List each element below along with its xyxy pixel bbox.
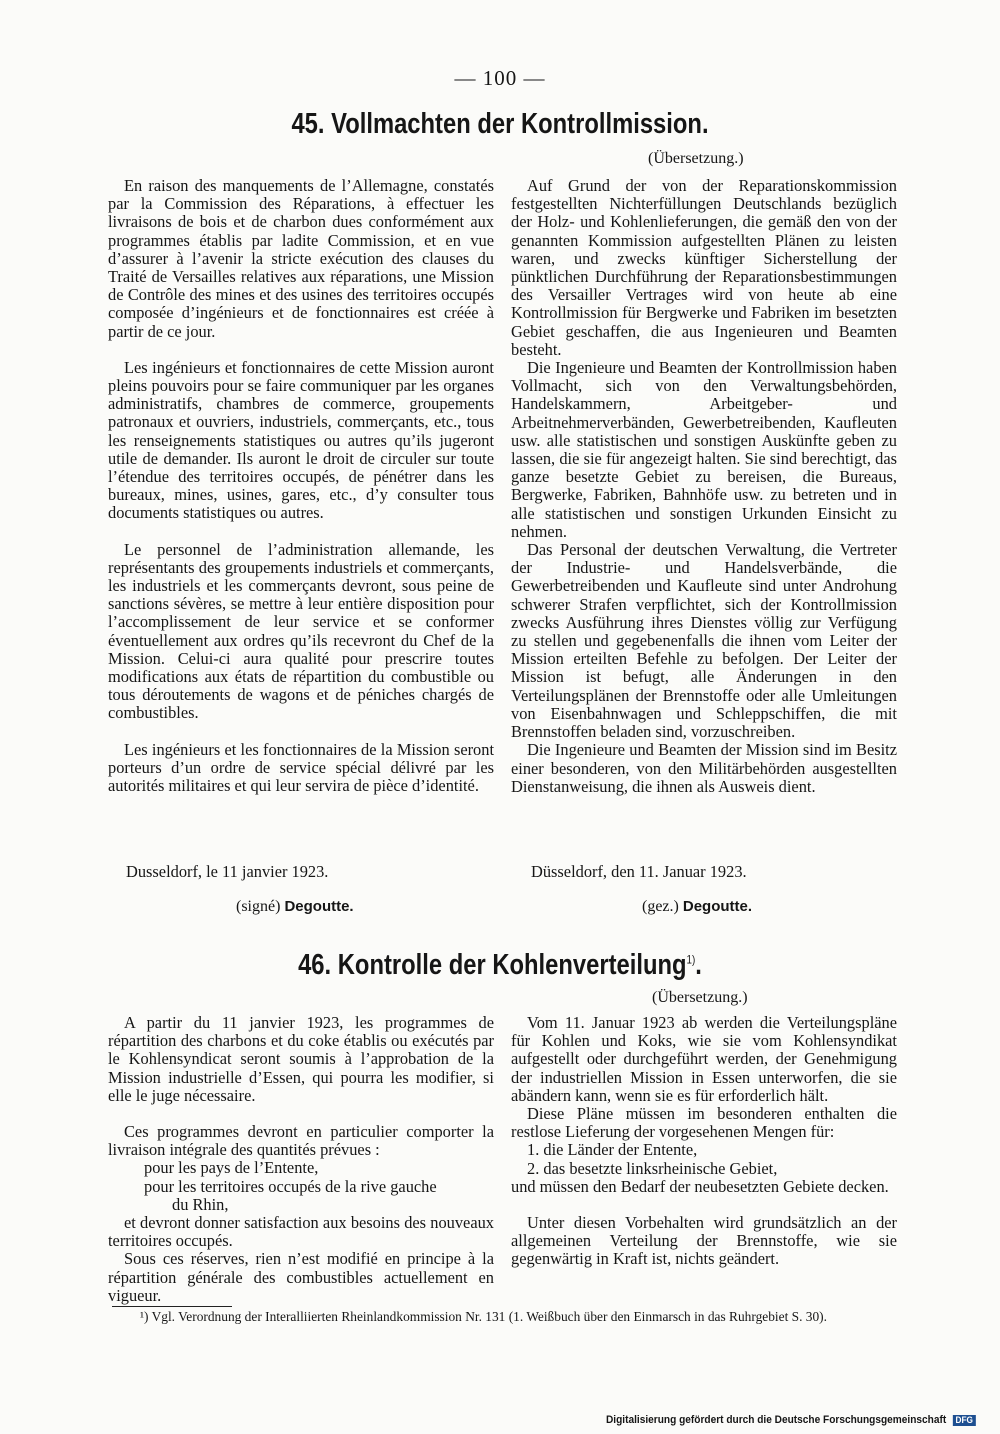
fr-45-paragraph-1: En raison des manquements de l’Allemagne, constatés par la Commission des Réparations, à effectuer les livraisons de bois et de charbon dues conformément aux programmes établis par ladite Commission, et en vue d’assurer à l’avenir la stricte exécution des clauses du Traité de Versailles relatives aux réparations, une Mission de Contrôle des mines et des usines des territoires occupés composée d’ingénieurs et de fonctionnaires est créée à partir de ce jour. xyxy=(108,176,494,341)
de-signer-name: Degoutte. xyxy=(682,898,753,915)
footer-credit xyxy=(606,1414,976,1426)
section-46-footnote-ref: 1) xyxy=(686,952,696,967)
de-46-paragraph-4: Unter diesen Vorbehalten wird grundsätzlich an der allgemeinen Verteilung der Brennstoffe, wie sie gegenwärtig in Kraft ist, nichts geändert. xyxy=(511,1213,897,1269)
section-46-translation-note: (Übersetzung.) xyxy=(652,989,748,1006)
fr-46-paragraph-1: A partir du 11 janvier 1923, les programmes de répartition des charbons et du coke établis ou exécutés par le Kohlensyndicat seront soumis à l’approbation de la Mission industrielle d’Essen, qui pourra les modifier, si elle le juge nécessaire. xyxy=(108,1013,494,1105)
fr-45-paragraph-3: Le personnel de l’administration allemande, les représentants des groupements industriels et commerçants, les industriels et les commerçants devront, sous peine de sanctions sévères, se mettre à leur entière disposition pour l’accomplissement de leur service et se conformer éventuellement aux ordres qu’ils recevront du Chef de la Mission. Celui-ci aura qualité pour prescrire toutes modifications aux états de répartition du combustible ou tous déroutements de wagons et de péniches chargés de combustibles. xyxy=(108,539,494,723)
de-45-paragraph-3: Das Personal der deutschen Verwaltung, die Vertreter der Industrie- und Handelsverbände, die Gewerbetreibenden und Kaufleute sind unter Androhung schwerer Strafen verpflichtet, sich der Kontrollmission zwecks Ausführung ihres Dienstes völlig zur Verfügung zu stellen und gegebenenfalls die ihnen vom Leiter der Mission erteilten Befehle zu befolgen. Der Leiter der Mission ist befugt, alle Änderungen in den Verteilungsplänen der Brennstoffe oder alle Umleitungen von Eisenbahnwagen und Schleppschiffen, die mit Brennstoffen beladen sind, vorzuschreiben. xyxy=(511,540,897,742)
de-46-paragraph-2: Diese Pläne müssen im besonderen enthalten die restlose Lieferung der vorgesehenen Mengen für: xyxy=(511,1104,897,1142)
de-45-paragraph-2: Die Ingenieure und Beamten der Kontrollmission haben Vollmacht, sich von den Verwaltungsbehörden, Handelskammern, Arbeitgeber- und Arbeitnehmerverbänden, Gewerbetreibenden, Kaufleuten usw. alle statistischen und sonstigen Auskünfte geben zu lassen, die sie für angezeigt halten. Sie sind berechtigt, das ganze besetzte Gebiet zu bereisen, die Bureaus, Bergwerke, Fabriken, Bahnhöfe usw. zu betreten und in alle statistischen und sonstigen Urkunden Einsicht zu nehmen. xyxy=(511,358,897,541)
de-46-list-item-2: 2. das besetzte linksrheinische Gebiet, xyxy=(527,1158,778,1178)
de-signed-prefix: (gez.) xyxy=(642,898,679,915)
de-45-paragraph-4: Die Ingenieure und Beamten der Mission sind im Besitz einer besonderen, von den Militärbehörden ausgestellten Dienstanweisung, die ihnen als Ausweis dient. xyxy=(511,740,897,796)
de-46-paragraph-3: und müssen den Bedarf der neubesetzten Gebiete decken. xyxy=(511,1176,889,1196)
fr-46-paragraph-4: Sous ces réserves, rien n’est modifié en principe à la répartition générale des combustibles actuellement en vigueur. xyxy=(108,1249,494,1305)
section-46-title xyxy=(90,949,910,982)
section-45-translation-note: (Übersetzung.) xyxy=(648,150,744,167)
fr-46-list-item-2: pour les territoires occupés de la rive gauche xyxy=(144,1176,437,1196)
de-signature xyxy=(642,898,752,916)
fr-46-paragraph-2: Ces programmes devront en particulier comporter la livraison intégrale des quantités prévues : xyxy=(108,1122,494,1160)
section-45-french-column xyxy=(108,177,494,795)
footnote-rule xyxy=(112,1306,232,1307)
fr-45-paragraph-4: Les ingénieurs et les fonctionnaires de la Mission seront porteurs d’un ordre de service spécial délivré par les autorités militaires et qui leur servira de pièce d’identité. xyxy=(108,739,494,796)
fr-signer-name: Degoutte. xyxy=(284,898,354,915)
fr-place-date: Dusseldorf, le 11 janvier 1923. xyxy=(126,862,329,881)
dfg-logo-icon: DFG xyxy=(953,1415,976,1426)
section-45-german-column xyxy=(511,177,897,796)
fr-46-paragraph-3: et devront donner satisfaction aux besoins des nouveaux territoires occupés. xyxy=(108,1213,494,1251)
fr-signature xyxy=(236,898,354,916)
fr-46-list-item-2-cont: du Rhin, xyxy=(172,1194,229,1214)
section-45-title: 45. Vollmachten der Kontrollmission. xyxy=(291,108,709,140)
section-46-german-column xyxy=(511,1014,897,1269)
footnote: ¹) Vgl. Verordnung der Interalliierten Rheinlandkommission Nr. 131 (1. Weißbuch über den Einmarsch in das Ruhrgebiet S. 30). xyxy=(140,1309,827,1324)
de-46-list-item-1: 1. die Länder der Entente, xyxy=(527,1140,698,1160)
de-46-paragraph-1: Vom 11. Januar 1923 ab werden die Verteilungspläne für Kohlen und Koks, wie sie vom Kohlensyndikat aufgestellt oder durchgeführt werden, der Genehmigung der industriellen Mission in Essen unterworfen, die sie abändern kann, wenn sie es für erforderlich hält. xyxy=(511,1013,897,1105)
section-46-title-text: 46. Kontrolle der Kohlenverteilung xyxy=(298,949,687,981)
de-45-paragraph-1: Auf Grund der von der Reparationskommission festgestellten Nichterfüllungen Deutschlands bezüglich der Holz- und Kohlenlieferungen, die gemäß den von der genannten Kommission aufgestellten Plänen zu leisten waren, und zwecks künftiger Sicherstellung der pünktlichen Durchführung der Reparationsbestimmungen des Versailler Vertrages wird von heute ab eine Kontrollmission für Bergwerke und Fabriken im besetzten Gebiet geschaffen, die aus Ingenieuren und Beamten besteht. xyxy=(511,176,897,359)
fr-signed-prefix: (signé) xyxy=(236,898,281,915)
section-46-title-end: . xyxy=(695,949,702,981)
footer-credit-text: Digitalisierung gefördert durch die Deutsche Forschungsgemeinschaft xyxy=(606,1414,947,1426)
de-place-date: Düsseldorf, den 11. Januar 1923. xyxy=(531,862,747,881)
page-number: — 100 — xyxy=(454,66,546,90)
fr-46-list-item-1: pour les pays de l’Entente, xyxy=(144,1158,319,1178)
fr-45-paragraph-2: Les ingénieurs et fonctionnaires de cette Mission auront pleins pouvoirs pour se faire communiquer par les organes administratifs, chambres de commerce, groupements patronaux et ouvriers, industriels, commerçants, etc., tous les renseignements statistiques ou autres qu’ils jugeront utile de demander. Ils auront le droit de circuler sur toute l’étendue des territoires occupés, de pénétrer dans les bureaux, mines, usines, gares, etc., d’y consulter tous documents statistiques ou autres. xyxy=(108,357,494,523)
section-46-french-column xyxy=(108,1014,494,1305)
